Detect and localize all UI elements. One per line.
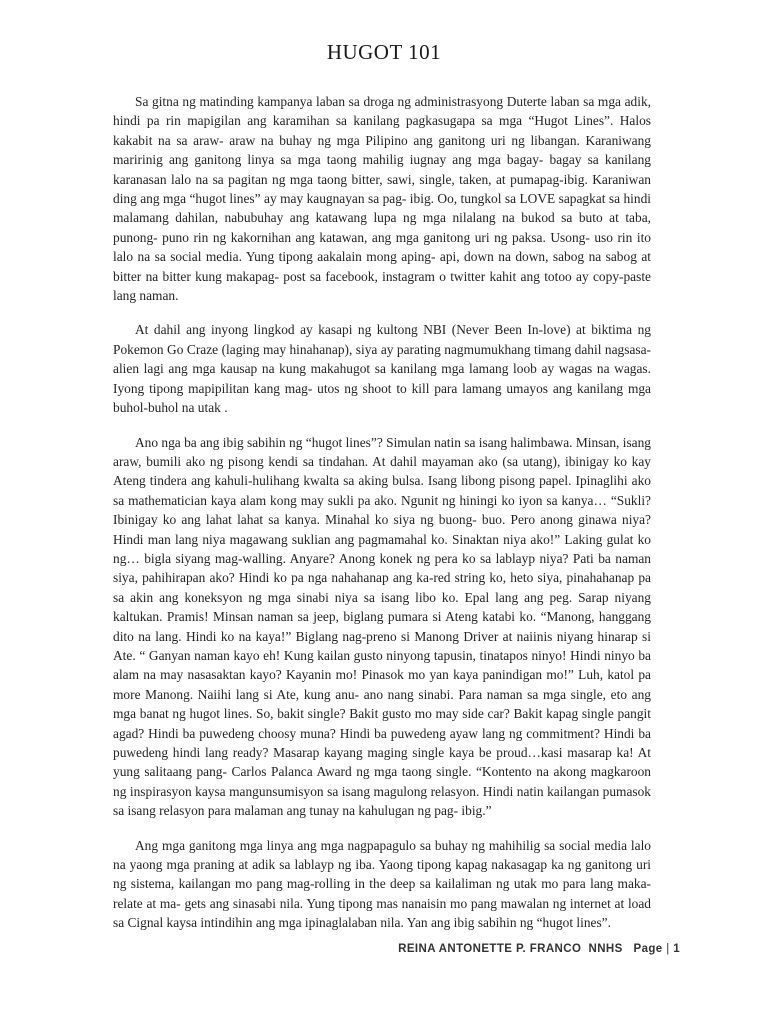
footer-page-number: 1 — [673, 943, 680, 955]
paragraph-4: Ang mga ganitong mga linya ang mga nagpapagulo sa buhay ng mahihilig sa social media lalo na yaong mga praning at adik sa lablayp ng iba. Yaong tipong kapag nakasagap ka ng ganitong uri ng sistema, kailangan mo pang mag-rolling in the deep sa kailaliman ng utak mo para lang maka-relate at ma- gets ang sinasabi nila. Yung tipong mas nanaisin mo pang mawalan ng internet at load sa Cignal kaysa intindihin ang mga ipinaglalaban nila. Yan ang ibig sabihin ng “hugot lines”. — [113, 837, 651, 931]
footer-page-label: Page — [633, 943, 663, 955]
page-footer — [398, 943, 680, 955]
paragraph-1: Sa gitna ng matinding kampanya laban sa droga ng administrasyong Duterte laban sa mga adik, hindi pa rin mapigilan ang karamihan sa kanilang pagkasugapa sa mga “Hugot Lines”. Halos kakabit na sa araw- araw na buhay ng mga Pilipino ang ganitong uri ng libangan. Karaniwang maririnig ang ganitong linya sa mga taong mahilig iugnay ang mga bagay- bagay sa kanilang karanasan lalo na sa pagitan ng mga taong bitter, sawi, single, taken, at pumapag-ibig. Karaniwan ding ang mga “hugot lines” ay may kaugnayan sa pag- ibig. Oo, tungkol sa LOVE sapagkat sa hindi malamang dahilan, nabubuhay ang katawang lupa ng mga nilalang na bukod sa buto at taba, punong- puno rin ng kakornihan ang katawan, ang mga ganitong uri ng paksa. Usong- uso rin ito lalo na sa social media. Yung tipong aakalain mong aping- api, down na down, sabog na sabog at bitter na bitter kung makapag- post sa facebook, instagram o twitter kahit ang totoo ay copy-paste lang naman. — [113, 94, 651, 304]
paragraph-3: Ano nga ba ang ibig sabihin ng “hugot lines”? Simulan natin sa isang halimbawa. Minsan, isang araw, bumili ako ng pisong kendi sa tindahan. At dahil mayaman ako (sa utang), ibinigay ko kay Ateng tindera ang kahuli-hulihang kwalta sa aking bulsa. Isang libong pisong papel. Ipinaglihi ako sa mathematician kaya alam kong may sukli pa ako. Ngunit ng hiningi ko iyon sa kanya… “Sukli? Ibinigay ko ang lahat lahat sa kanya. Minahal ko siya ng buong- buo. Pero anong ginawa niya? Hindi man lang niya magawang suklian ang pagmamahal ko. Sinaktan niya ako!” Laking gulat ko ng… bigla siyang mag-walling. Anyare? Anong konek ng pera ko sa lablayp niya? Pati ba naman siya, pahihirapan ako? Hindi ko pa nga nahahanap ang ka-red string ko, heto siya, pinahahanap pa sa akin ang koneksyon ng mga sinabi niya sa isang libo ko. Epal lang ang peg. Sarap niyang kaltukan. Pramis! Minsan naman sa jeep, biglang pumara si Ateng katabi ko. “Manong, hanggang dito na lang. Hindi ko na kaya!” Biglang nag-preno si Manong Driver at naiinis niyang hinarap si Ate. “ Ganyan naman kayo eh! Kung kailan gusto ninyong tapusin, tinatapos ninyo! Hindi ninyo ba alam na may nasasaktan kayo? Kayanin mo! Pinasok mo yan kaya panindigan mo!” Luh, katol pa more Manong. Naiihi lang si Ate, kung anu- ano nang sinabi. Para naman sa mga single, eto ang mga banat ng hugot lines. So, bakit single? Bakit gusto mo may side car? Bakit kapag single pangit agad? Hindi ba puwedeng choosy muna? Hindi ba puwedeng ayaw lang ng commitment? Hindi ba puwedeng hindi lang ready? Masarap kayang maging single kaya be proud…kasi masarap ka! At yung salitaang pang- Carlos Palanca Award ng mga taong single. “Kontento na akong magkaroon ng inspirasyon kaysa mangunsumisyon sa isang magulong relasyon. Hindi natin kailangan pumasok sa isang relasyon para malaman ang tunay na kahulugan ng pag- ibig.” — [113, 434, 651, 819]
document-body — [113, 92, 651, 948]
footer-author: REINA ANTONETTE P. FRANCO — [398, 943, 582, 955]
document-title: HUGOT 101 — [326, 40, 442, 64]
footer-school: NNHS — [588, 943, 623, 955]
footer-separator: | — [666, 943, 670, 955]
paragraph-2: At dahil ang inyong lingkod ay kasapi ng kultong NBI (Never Been In-love) at biktima ng Pokemon Go Craze (laging may hinahanap), siya ay parating nagmumukhang timang dahil nagsasa- alien lagi ang mga kausap na kung makahugot sa kanilang mga lamang loob ay wagas na wagas. Iyong tipong mapipilitan kang mag- utos ng shoot to kill para lamang umayos ang kanilang mga buhol-buhol na utak . — [113, 322, 651, 416]
